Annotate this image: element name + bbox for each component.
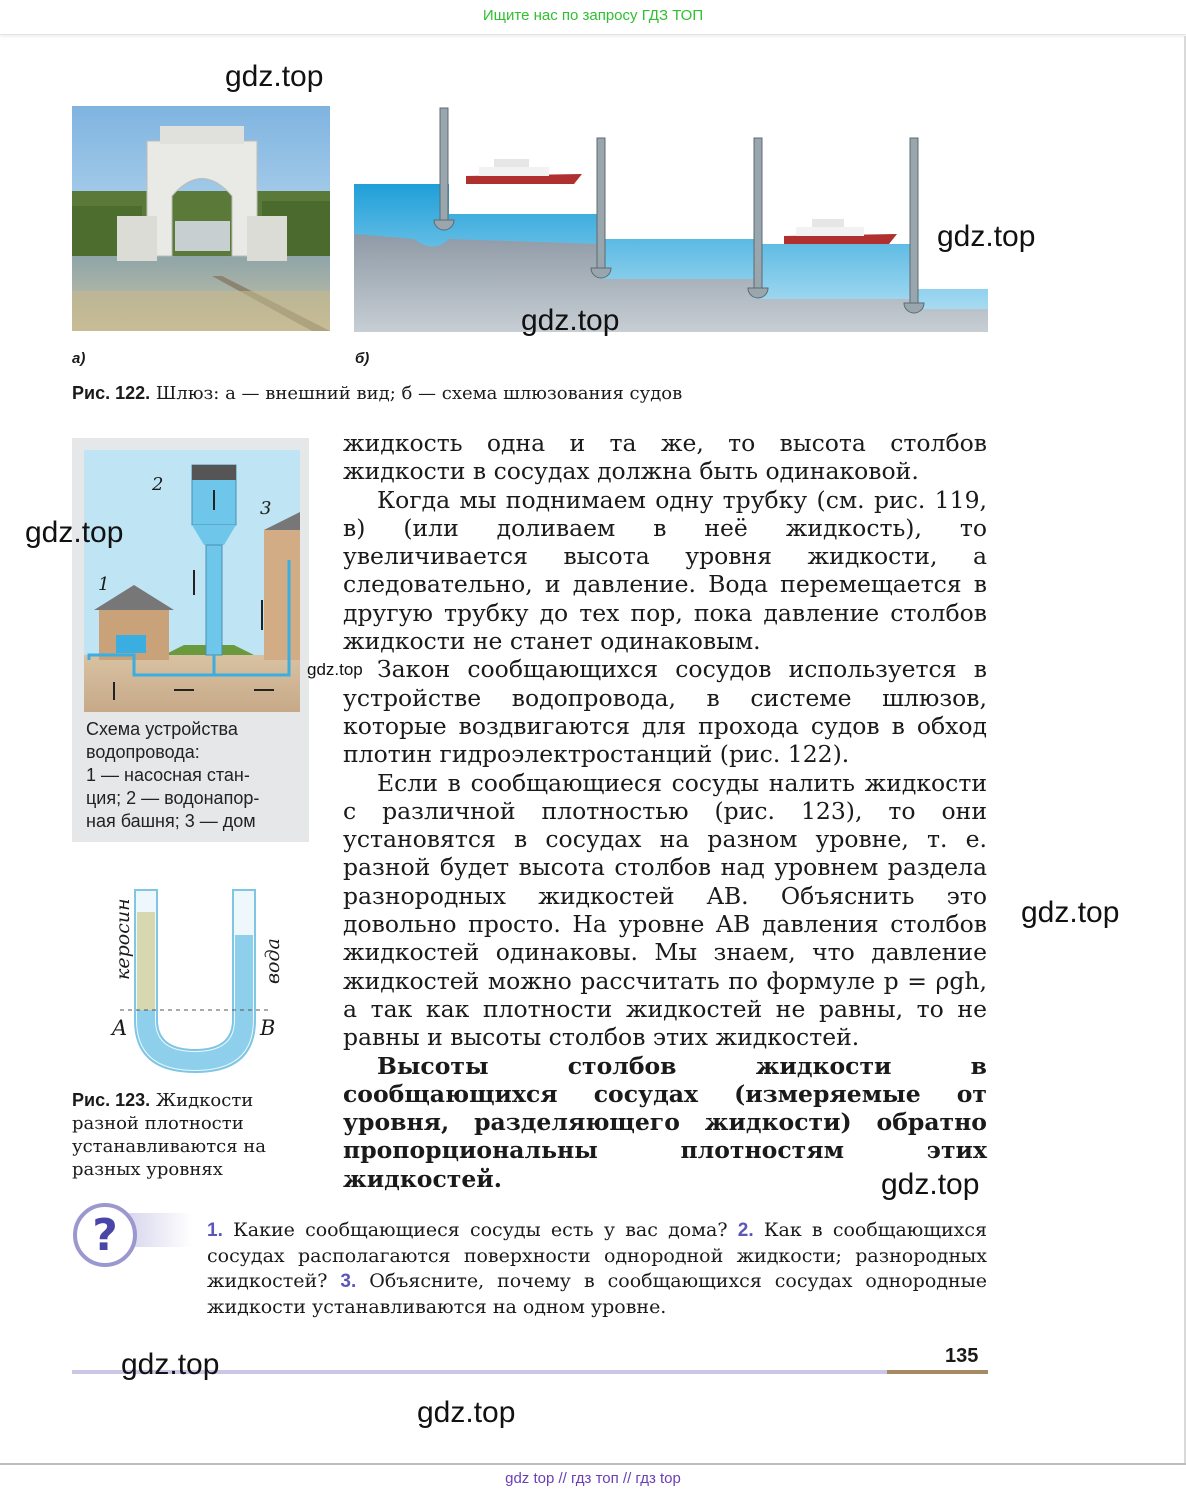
caption-number: Рис. 122.	[72, 383, 151, 403]
water-label: вода	[262, 938, 284, 984]
label-pump-station: 1	[98, 574, 110, 595]
figure-123-caption	[72, 1089, 302, 1181]
top-banner[interactable]: Ищите нас по запросу ГДЗ ТОП	[0, 0, 1186, 35]
kerosene-label: керосин	[112, 898, 134, 980]
question-text: Как в сообщающихся сосудах располагаются поверхности однородной жидкости; разнородных жидкостей?	[207, 1219, 987, 1292]
figure-122-caption	[72, 383, 682, 404]
caption-line: 1 — насосная стан-	[86, 765, 250, 785]
bottom-banner[interactable]: gdz top // гдз топ // гдз top	[505, 1470, 681, 1487]
caption-number: Рис. 123.	[72, 1090, 151, 1110]
caption-line: Схема устройства	[86, 719, 238, 739]
water-supply-box	[72, 438, 309, 842]
figure-label-b: б)	[355, 350, 370, 367]
label-house: 3	[260, 498, 272, 519]
questions-block	[207, 1218, 987, 1320]
page-number: 135	[945, 1345, 979, 1367]
caption-text: Шлюз: а — внешний вид; б — схема шлюзования судов	[150, 383, 683, 404]
watermark: gdz.top	[521, 304, 620, 337]
water-supply-caption	[86, 718, 301, 833]
footer-rule-accent	[887, 1370, 988, 1374]
watermark: gdz.top	[25, 516, 124, 549]
watermark: gdz.top	[937, 220, 1036, 253]
question-mark-icon	[72, 1203, 192, 1275]
caption-line: ция; 2 — водонапор-	[86, 788, 260, 808]
watermark: gdz.top	[417, 1396, 516, 1429]
watermark: gdz.top	[307, 660, 363, 679]
u-tube-diagram	[100, 880, 300, 1090]
watermark: gdz.top	[881, 1168, 980, 1201]
caption-line: ная башня; 3 — дом	[86, 811, 256, 831]
label-tower: 2	[152, 474, 164, 495]
paragraph: Если в сообщающиеся сосуды налить жидкости с различной плотностью (рис. 123), то они установятся в сосудах на разном уровне, т. е. разной будет высота столбов над уровнем раздела разнородных жидкостей AB. Объяснить это довольно просто. На уровне AB давления столбов жидкостей одинаковы. Мы знаем, что давление жидкостей можно рассчитать по формуле p = ρgh, а так как плотности жидкостей не равны, то не равны и высоты столбов этих жидкостей.	[343, 768, 987, 1052]
caption-line: водопровода:	[86, 742, 200, 762]
point-b-label: B	[260, 1016, 276, 1040]
lock-photo	[72, 106, 330, 331]
svg-text:?: ?	[92, 1210, 118, 1261]
main-text	[343, 429, 987, 1193]
question-text: Какие сообщающиеся сосуды есть у вас дома?	[222, 1219, 738, 1241]
figure-label-a: а)	[72, 350, 86, 367]
rule-paragraph: Высоты столбов жидкости в сообщающихся сосудах (измеряемые от уровня, разделяющего жидкости) обратно пропорциональны плотностям этих жидкостей.	[343, 1051, 987, 1193]
question-number: 2.	[737, 1220, 754, 1241]
question-number: 3.	[340, 1271, 357, 1292]
question-number: 1.	[207, 1220, 223, 1241]
watermark: gdz.top	[121, 1348, 220, 1381]
question-text: Объясните, почему в сообщающихся сосудах однородные жидкости устанавливаются на одном уровне.	[207, 1270, 987, 1318]
paragraph: Закон сообщающихся сосудов используется в устройстве водопровода, в системе шлюзов, которые воздвигаются для прохода судов в обход плотин гидроэлектростанций (рис. 122).	[343, 655, 987, 769]
bottom-rule	[0, 1463, 1186, 1465]
paragraph: Когда мы поднимаем одну трубку (см. рис. 119, в) (или доливаем в неё жидкость), то увеличивается высота уровня жидкости, а следовательно, и давление. Вода перемещается в другую трубку до тех пор, пока давление столбов жидкости не станет одинаковым.	[343, 485, 987, 656]
caption-text: Жидкости разной плотности устанавливаются на разных уровнях	[72, 1090, 267, 1180]
watermark: gdz.top	[225, 60, 324, 93]
lock-scheme	[354, 104, 988, 332]
watermark: gdz.top	[1021, 896, 1120, 929]
point-a-label: A	[112, 1016, 128, 1040]
paragraph: жидкость одна и та же, то высота столбов жидкости в сосудах должна быть одинаковой.	[343, 429, 987, 486]
